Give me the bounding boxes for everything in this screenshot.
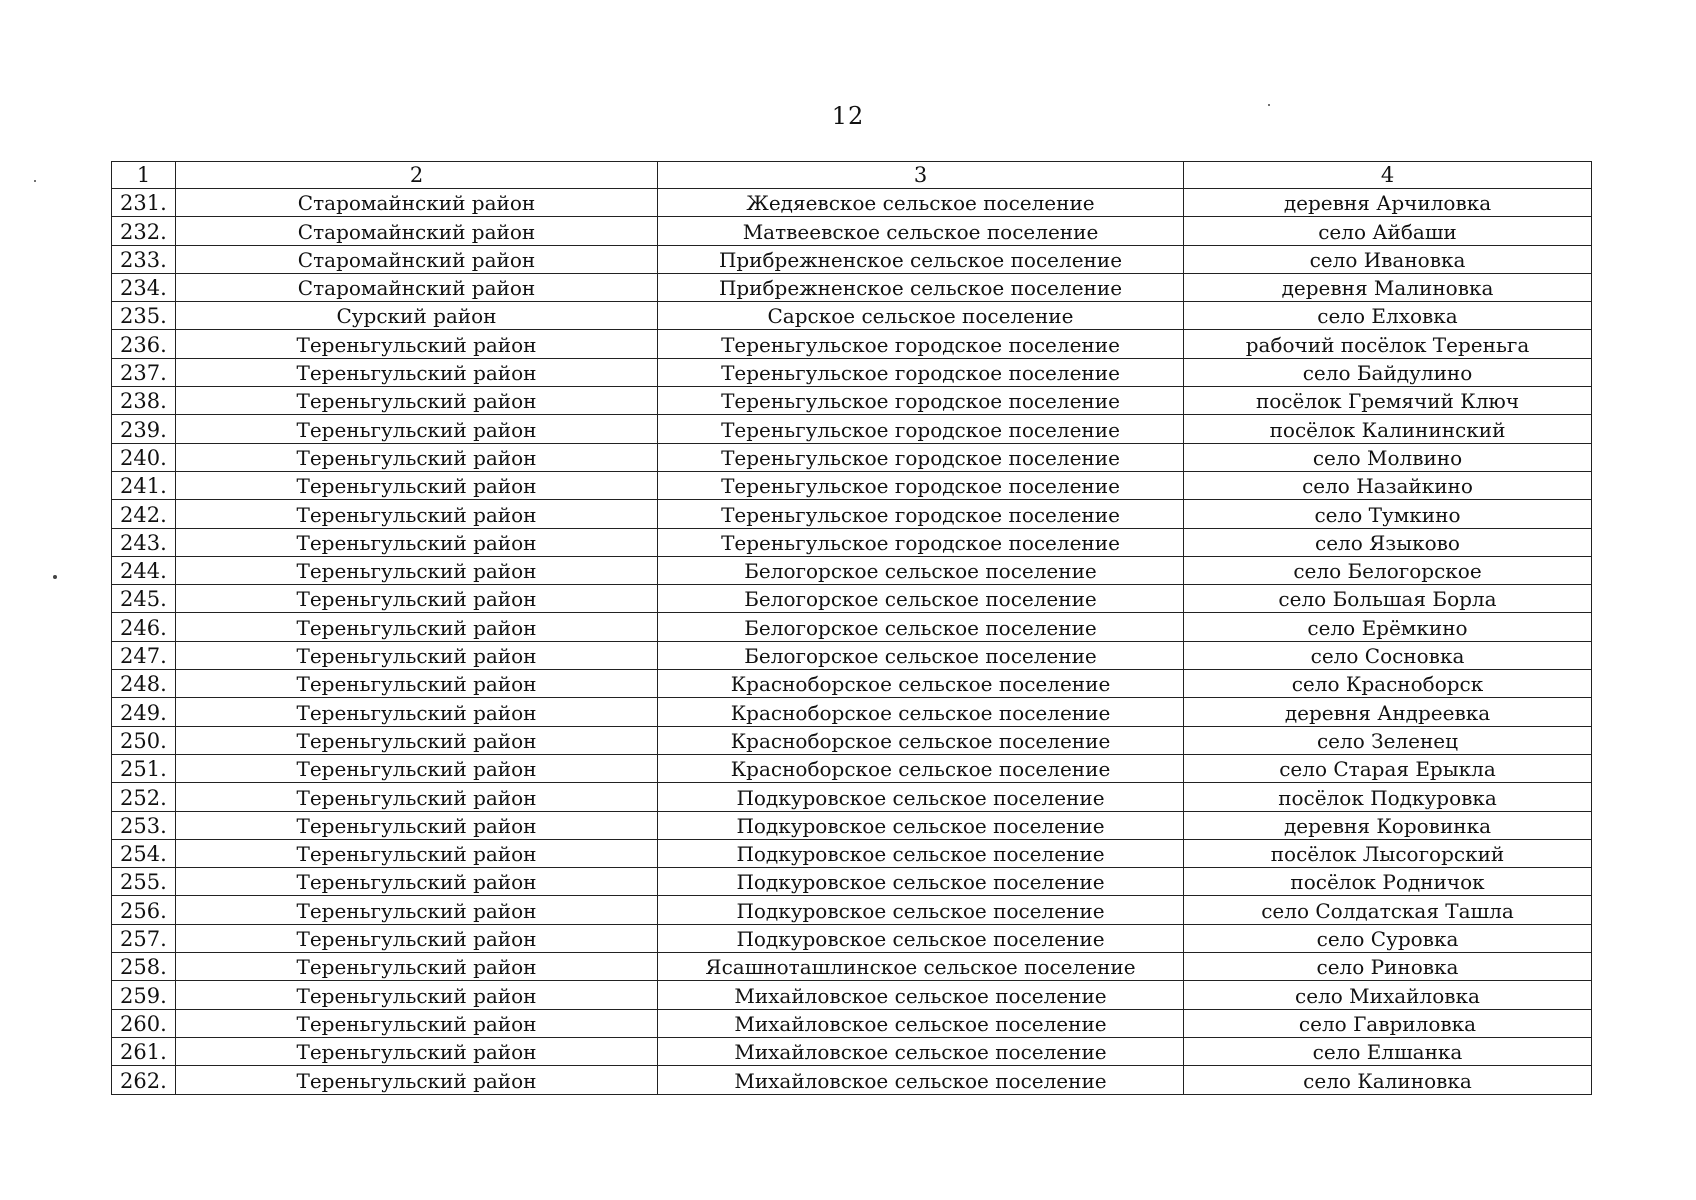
district-cell: Тереньгульский район xyxy=(176,981,658,1009)
row-number: 260. xyxy=(112,1009,176,1037)
row-number: 237. xyxy=(112,358,176,386)
settlement-cell: Сарское сельское поселение xyxy=(658,302,1184,330)
settlement-cell: Тереньгульское городское поселение xyxy=(658,471,1184,499)
table-row xyxy=(112,528,1592,556)
row-number: 250. xyxy=(112,726,176,754)
row-number: 258. xyxy=(112,953,176,981)
row-number: 234. xyxy=(112,273,176,301)
row-number: 232. xyxy=(112,217,176,245)
settlement-cell: Тереньгульское городское поселение xyxy=(658,500,1184,528)
table-header-row xyxy=(112,162,1592,189)
settlement-cell: Михайловское сельское поселение xyxy=(658,981,1184,1009)
settlement-cell: Подкуровское сельское поселение xyxy=(658,839,1184,867)
row-number: 235. xyxy=(112,302,176,330)
district-cell: Тереньгульский район xyxy=(176,783,658,811)
locality-cell: село Назайкино xyxy=(1184,471,1592,499)
table-row xyxy=(112,613,1592,641)
district-cell: Старомайнский район xyxy=(176,189,658,217)
table-row xyxy=(112,217,1592,245)
settlement-cell: Подкуровское сельское поселение xyxy=(658,811,1184,839)
district-cell: Тереньгульский район xyxy=(176,1009,658,1037)
table-row xyxy=(112,783,1592,811)
locality-cell: село Байдулино xyxy=(1184,358,1592,386)
district-cell: Тереньгульский район xyxy=(176,387,658,415)
district-cell: Тереньгульский район xyxy=(176,1037,658,1065)
table-row xyxy=(112,698,1592,726)
locality-cell: село Красноборск xyxy=(1184,670,1592,698)
row-number: 262. xyxy=(112,1066,176,1094)
district-cell: Тереньгульский район xyxy=(176,670,658,698)
settlement-cell: Подкуровское сельское поселение xyxy=(658,924,1184,952)
table-row xyxy=(112,471,1592,499)
row-number: 249. xyxy=(112,698,176,726)
locality-cell: село Молвино xyxy=(1184,443,1592,471)
locality-cell: село Солдатская Ташла xyxy=(1184,896,1592,924)
row-number: 261. xyxy=(112,1037,176,1065)
district-cell: Старомайнский район xyxy=(176,245,658,273)
locality-cell: село Гавриловка xyxy=(1184,1009,1592,1037)
district-cell: Тереньгульский район xyxy=(176,868,658,896)
row-number: 244. xyxy=(112,556,176,584)
row-number: 256. xyxy=(112,896,176,924)
table-row xyxy=(112,868,1592,896)
row-number: 238. xyxy=(112,387,176,415)
district-cell: Сурский район xyxy=(176,302,658,330)
locality-cell: село Белогорское xyxy=(1184,556,1592,584)
locality-cell: село Зеленец xyxy=(1184,726,1592,754)
row-number: 233. xyxy=(112,245,176,273)
table-row xyxy=(112,726,1592,754)
settlement-cell: Подкуровское сельское поселение xyxy=(658,868,1184,896)
table-row xyxy=(112,330,1592,358)
table-row xyxy=(112,670,1592,698)
row-number: 257. xyxy=(112,924,176,952)
district-cell: Тереньгульский район xyxy=(176,953,658,981)
locality-cell: деревня Малиновка xyxy=(1184,273,1592,301)
table-row xyxy=(112,924,1592,952)
settlement-cell: Михайловское сельское поселение xyxy=(658,1066,1184,1094)
settlement-cell: Красноборское сельское поселение xyxy=(658,754,1184,782)
table-row xyxy=(112,358,1592,386)
district-cell: Тереньгульский район xyxy=(176,528,658,556)
table-row xyxy=(112,953,1592,981)
district-cell: Тереньгульский район xyxy=(176,896,658,924)
row-number: 245. xyxy=(112,585,176,613)
settlement-cell: Подкуровское сельское поселение xyxy=(658,896,1184,924)
row-number: 242. xyxy=(112,500,176,528)
locality-cell: деревня Андреевка xyxy=(1184,698,1592,726)
table-row xyxy=(112,896,1592,924)
locality-cell: посёлок Гремячий Ключ xyxy=(1184,387,1592,415)
district-cell: Тереньгульский район xyxy=(176,556,658,584)
row-number: 253. xyxy=(112,811,176,839)
row-number: 243. xyxy=(112,528,176,556)
settlement-cell: Красноборское сельское поселение xyxy=(658,726,1184,754)
locality-cell: село Михайловка xyxy=(1184,981,1592,1009)
table-row xyxy=(112,1009,1592,1037)
row-number: 236. xyxy=(112,330,176,358)
district-cell: Тереньгульский район xyxy=(176,754,658,782)
table-row xyxy=(112,1066,1592,1094)
settlement-cell: Тереньгульское городское поселение xyxy=(658,443,1184,471)
locality-cell: село Калиновка xyxy=(1184,1066,1592,1094)
locality-cell: рабочий посёлок Тереньга xyxy=(1184,330,1592,358)
locality-cell: посёлок Подкуровка xyxy=(1184,783,1592,811)
table-body xyxy=(112,189,1592,1095)
table-row xyxy=(112,839,1592,867)
district-cell: Тереньгульский район xyxy=(176,613,658,641)
row-number: 252. xyxy=(112,783,176,811)
locality-cell: село Сосновка xyxy=(1184,641,1592,669)
locality-cell: село Суровка xyxy=(1184,924,1592,952)
district-cell: Тереньгульский район xyxy=(176,585,658,613)
row-number: 231. xyxy=(112,189,176,217)
locality-cell: деревня Коровинка xyxy=(1184,811,1592,839)
table-row xyxy=(112,245,1592,273)
row-number: 248. xyxy=(112,670,176,698)
locality-cell: село Риновка xyxy=(1184,953,1592,981)
locality-cell: посёлок Лысогорский xyxy=(1184,839,1592,867)
settlement-cell: Тереньгульское городское поселение xyxy=(658,358,1184,386)
column-header: 2 xyxy=(176,162,658,189)
table-row xyxy=(112,641,1592,669)
district-cell: Тереньгульский район xyxy=(176,839,658,867)
locality-cell: село Ивановка xyxy=(1184,245,1592,273)
district-cell: Старомайнский район xyxy=(176,217,658,245)
table-row xyxy=(112,500,1592,528)
page-number: 12 xyxy=(831,102,865,130)
settlement-cell: Михайловское сельское поселение xyxy=(658,1037,1184,1065)
settlement-cell: Белогорское сельское поселение xyxy=(658,641,1184,669)
scan-speck xyxy=(34,180,36,182)
settlement-cell: Красноборское сельское поселение xyxy=(658,670,1184,698)
row-number: 251. xyxy=(112,754,176,782)
row-number: 241. xyxy=(112,471,176,499)
district-cell: Старомайнский район xyxy=(176,273,658,301)
district-cell: Тереньгульский район xyxy=(176,811,658,839)
settlement-cell: Подкуровское сельское поселение xyxy=(658,783,1184,811)
locality-cell: село Тумкино xyxy=(1184,500,1592,528)
district-cell: Тереньгульский район xyxy=(176,415,658,443)
table-row xyxy=(112,273,1592,301)
column-header: 4 xyxy=(1184,162,1592,189)
table-row xyxy=(112,1037,1592,1065)
row-number: 240. xyxy=(112,443,176,471)
district-cell: Тереньгульский район xyxy=(176,500,658,528)
district-cell: Тереньгульский район xyxy=(176,726,658,754)
table-row xyxy=(112,811,1592,839)
settlement-cell: Тереньгульское городское поселение xyxy=(658,415,1184,443)
settlement-cell: Жедяевское сельское поселение xyxy=(658,189,1184,217)
district-cell: Тереньгульский район xyxy=(176,471,658,499)
settlement-cell: Прибрежненское сельское поселение xyxy=(658,245,1184,273)
row-number: 246. xyxy=(112,613,176,641)
settlement-cell: Матвеевское сельское поселение xyxy=(658,217,1184,245)
table-row xyxy=(112,302,1592,330)
locality-cell: село Языково xyxy=(1184,528,1592,556)
table-row xyxy=(112,415,1592,443)
table-row xyxy=(112,585,1592,613)
settlement-cell: Красноборское сельское поселение xyxy=(658,698,1184,726)
locality-cell: село Елховка xyxy=(1184,302,1592,330)
settlement-cell: Михайловское сельское поселение xyxy=(658,1009,1184,1037)
column-header: 1 xyxy=(112,162,176,189)
district-cell: Тереньгульский район xyxy=(176,641,658,669)
table-row xyxy=(112,387,1592,415)
locality-cell: посёлок Родничок xyxy=(1184,868,1592,896)
locality-cell: село Ерёмкино xyxy=(1184,613,1592,641)
settlement-cell: Тереньгульское городское поселение xyxy=(658,387,1184,415)
district-cell: Тереньгульский район xyxy=(176,924,658,952)
settlement-cell: Ясашноташлинское сельское поселение xyxy=(658,953,1184,981)
row-number: 247. xyxy=(112,641,176,669)
row-number: 255. xyxy=(112,868,176,896)
locality-cell: село Старая Ерыкла xyxy=(1184,754,1592,782)
locality-cell: село Большая Борла xyxy=(1184,585,1592,613)
column-header: 3 xyxy=(658,162,1184,189)
locality-cell: село Елшанка xyxy=(1184,1037,1592,1065)
settlement-cell: Прибрежненское сельское поселение xyxy=(658,273,1184,301)
row-number: 254. xyxy=(112,839,176,867)
table-row xyxy=(112,981,1592,1009)
locality-cell: деревня Арчиловка xyxy=(1184,189,1592,217)
locality-cell: посёлок Калининский xyxy=(1184,415,1592,443)
settlements-table xyxy=(111,161,1592,1095)
district-cell: Тереньгульский район xyxy=(176,1066,658,1094)
row-number: 259. xyxy=(112,981,176,1009)
settlement-cell: Белогорское сельское поселение xyxy=(658,585,1184,613)
district-cell: Тереньгульский район xyxy=(176,330,658,358)
table-row xyxy=(112,443,1592,471)
district-cell: Тереньгульский район xyxy=(176,698,658,726)
table-row xyxy=(112,754,1592,782)
settlement-cell: Белогорское сельское поселение xyxy=(658,556,1184,584)
row-number: 239. xyxy=(112,415,176,443)
scan-speck xyxy=(53,575,57,579)
district-cell: Тереньгульский район xyxy=(176,443,658,471)
settlement-cell: Тереньгульское городское поселение xyxy=(658,528,1184,556)
table-row xyxy=(112,189,1592,217)
locality-cell: село Айбаши xyxy=(1184,217,1592,245)
district-cell: Тереньгульский район xyxy=(176,358,658,386)
table-row xyxy=(112,556,1592,584)
settlement-cell: Тереньгульское городское поселение xyxy=(658,330,1184,358)
settlement-cell: Белогорское сельское поселение xyxy=(658,613,1184,641)
